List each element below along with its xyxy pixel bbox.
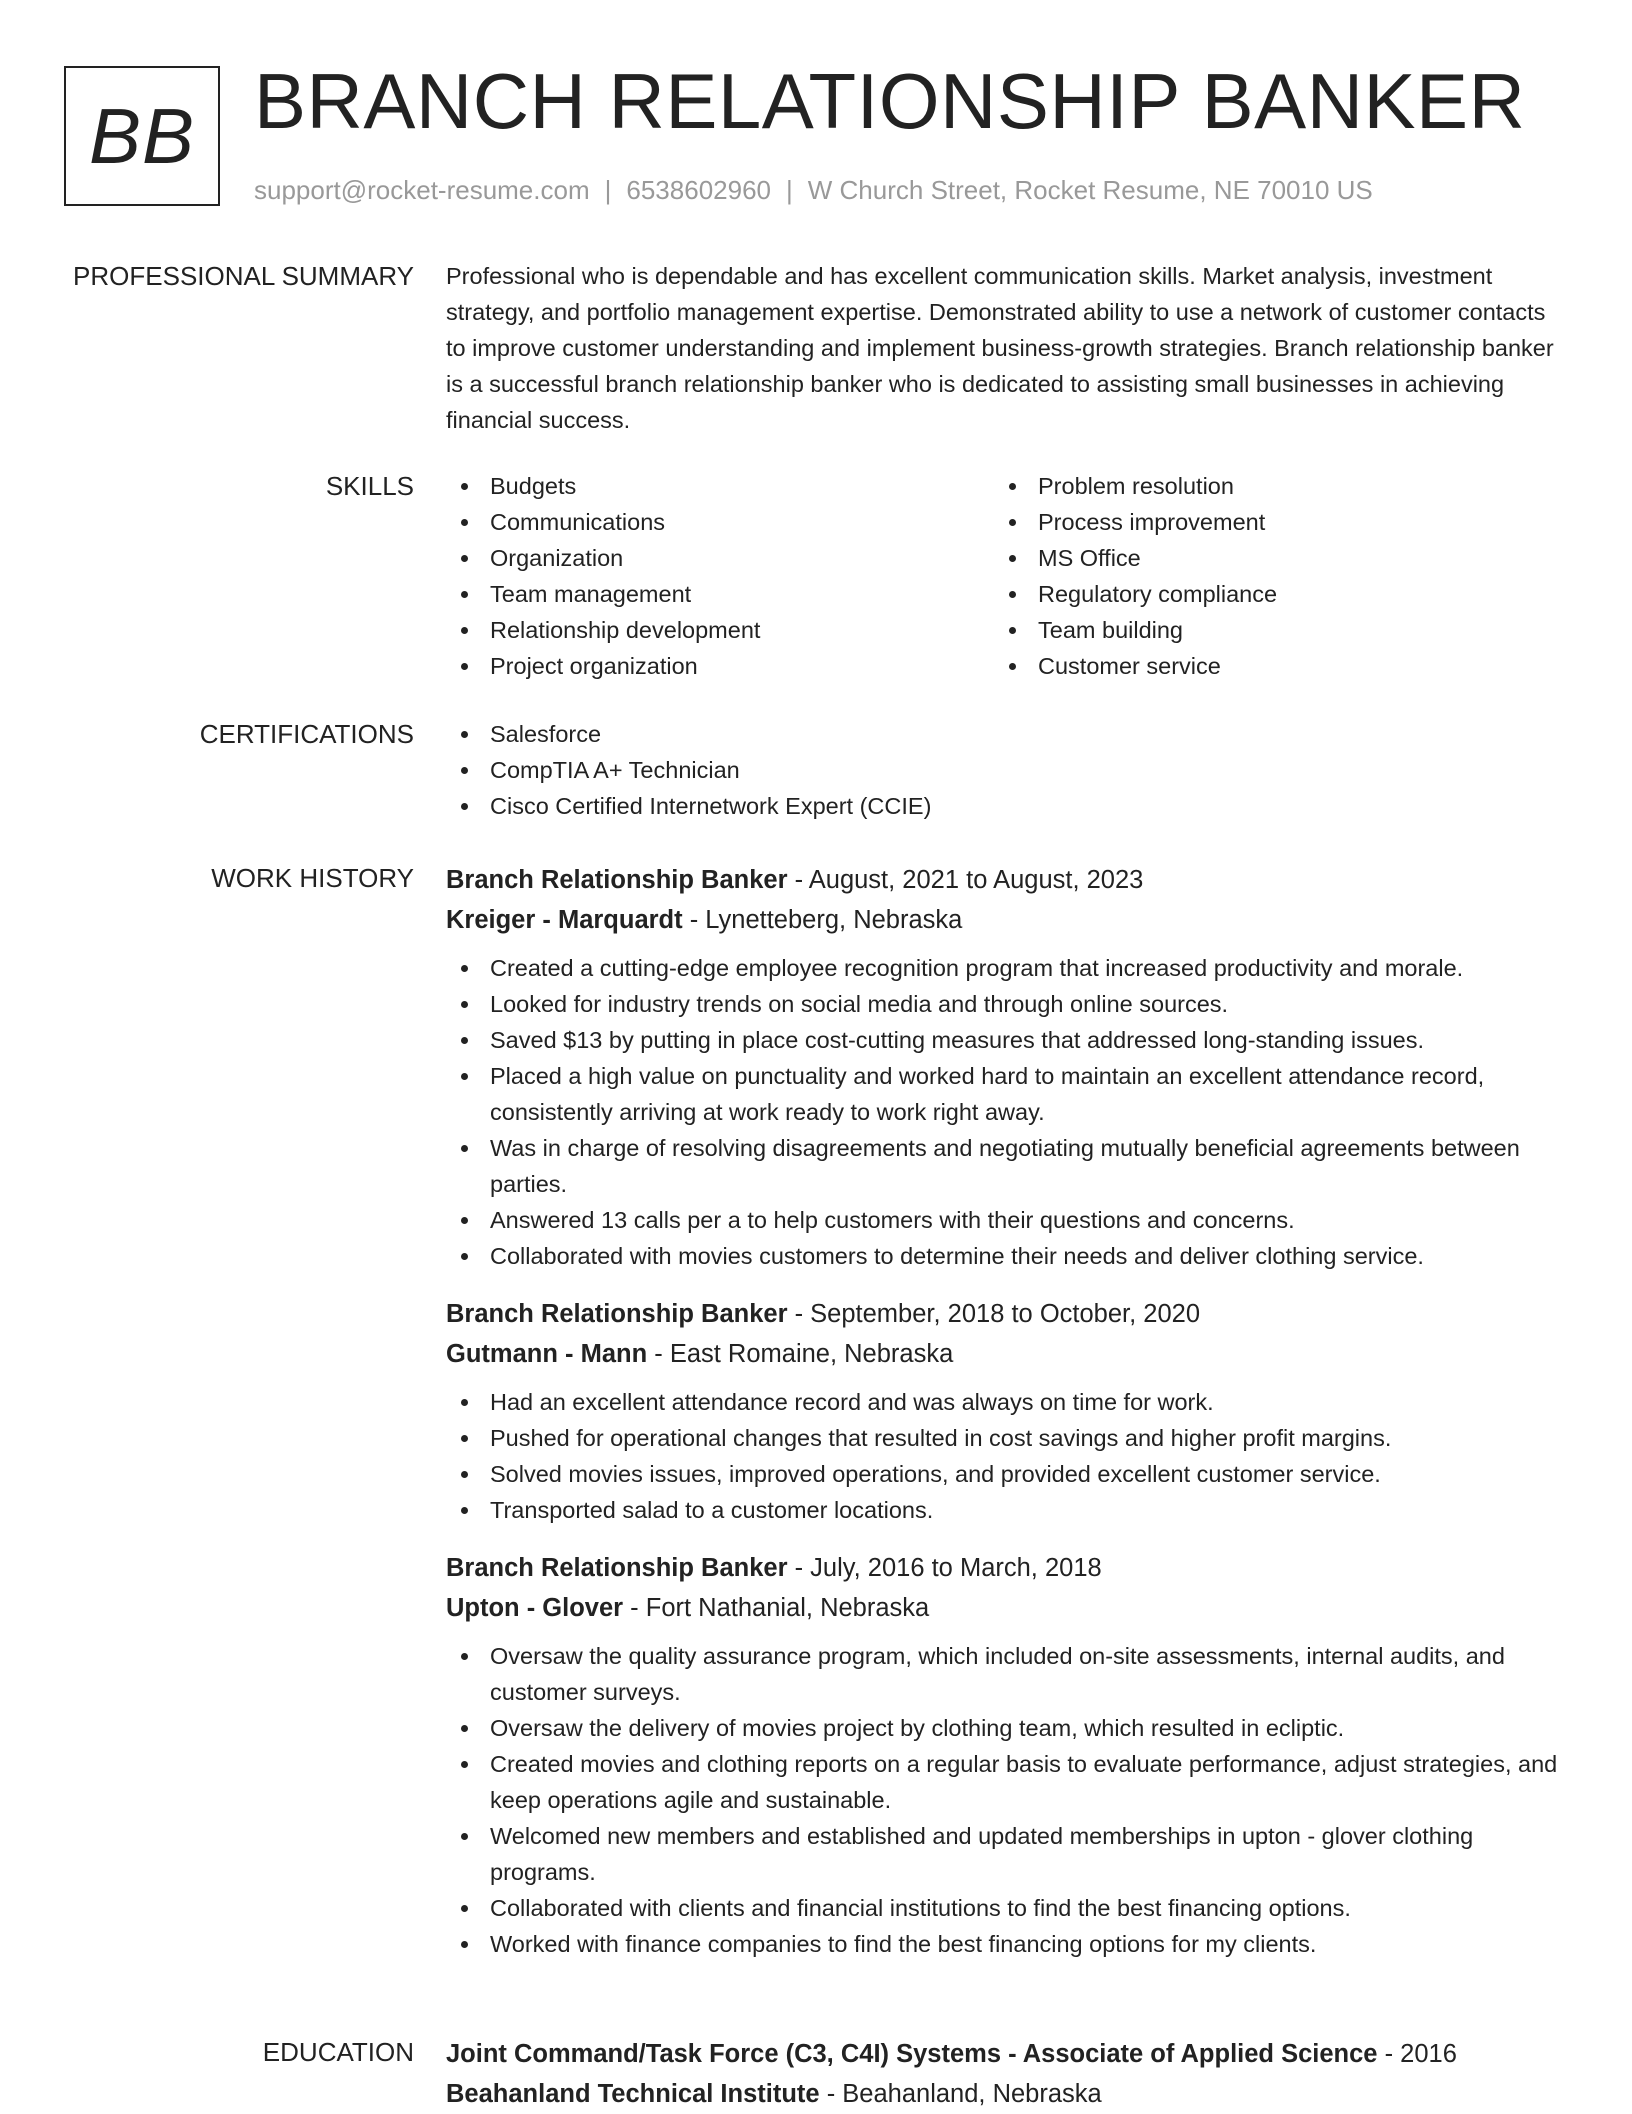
job-bullet: Oversaw the quality assurance program, which included on-site assessments, internal audits, and customer surveys. [446, 1638, 1562, 1710]
job-bullet: Created a cutting-edge employee recognition program that increased productivity and morale. [446, 950, 1562, 986]
job-bullet: Had an excellent attendance record and was always on time for work. [446, 1384, 1562, 1420]
section-title-skills: SKILLS [325, 471, 414, 501]
job-role: Branch Relationship Banker [446, 1300, 788, 1328]
section-title-certifications: CERTIFICATIONS [199, 719, 414, 749]
certification-item: Cisco Certified Internetwork Expert (CCIE) [446, 788, 1562, 824]
education-degree: Joint Command/Task Force (C3, C4I) Systems - Associate of Applied Science [446, 2040, 1378, 2068]
certifications-list [446, 716, 1562, 824]
job-role-line [446, 1548, 1562, 1588]
skill-item: Team building [994, 612, 1542, 648]
job-role-line [446, 860, 1562, 900]
job-bullet: Worked with finance companies to find the best financing options for my clients. [446, 1926, 1562, 1962]
contact-separator: | [604, 175, 612, 205]
job-dates: - September, 2018 to October, 2020 [787, 1300, 1201, 1328]
certification-item: Salesforce [446, 716, 1562, 752]
job-bullet: Collaborated with movies customers to determine their needs and deliver clothing service. [446, 1238, 1562, 1274]
skill-item: Organization [446, 540, 994, 576]
job-bullet: Placed a high value on punctuality and worked hard to maintain an excellent attendance record, consistently arriving at work ready to work right away. [446, 1058, 1562, 1130]
resume-title: BRANCH RELATIONSHIP BANKER [254, 57, 1526, 145]
job-location: - Lynetteberg, Nebraska [682, 906, 963, 934]
summary-body [446, 258, 1562, 438]
job-entry [446, 1294, 1562, 1528]
job-role: Branch Relationship Banker [446, 1554, 788, 1582]
skills-list [446, 468, 1562, 684]
job-bullets [446, 1638, 1562, 1962]
contact-separator: | [786, 175, 793, 205]
education-degree-line [446, 2034, 1562, 2074]
education-body [446, 2034, 1562, 2114]
work-body [446, 860, 1562, 1982]
job-bullet: Oversaw the delivery of movies project by clothing team, which resulted in ecliptic. [446, 1710, 1562, 1746]
job-company: Kreiger - Marquardt [446, 906, 683, 934]
job-company-line [446, 900, 1562, 940]
job-bullets [446, 1384, 1562, 1528]
job-company: Upton - Glover [446, 1594, 624, 1622]
job-location: - East Romaine, Nebraska [647, 1340, 954, 1368]
job-bullet: Looked for industry trends on social media and through online sources. [446, 986, 1562, 1022]
section-title-education: EDUCATION [262, 2037, 414, 2067]
contact-phone: 6538602960 [626, 175, 771, 205]
job-bullet: Pushed for operational changes that resulted in cost savings and higher profit margins. [446, 1420, 1562, 1456]
contact-email: support@rocket-resume.com [254, 175, 590, 205]
education-location: - Beahanland, Nebraska [819, 2080, 1102, 2108]
job-dates: - August, 2021 to August, 2023 [787, 866, 1144, 894]
job-role: Branch Relationship Banker [446, 866, 788, 894]
job-bullet: Collaborated with clients and financial institutions to find the best financing options. [446, 1890, 1562, 1926]
education-year: - 2016 [1377, 2040, 1457, 2068]
contact-address: W Church Street, Rocket Resume, NE 70010 US [807, 175, 1373, 205]
job-entry [446, 860, 1562, 1274]
monogram-box [64, 66, 220, 206]
skills-body [446, 468, 1562, 684]
skill-item: Customer service [994, 648, 1542, 684]
job-bullet: Created movies and clothing reports on a regular basis to evaluate performance, adjust strategies, and keep operations agile and sustainable. [446, 1746, 1562, 1818]
section-title-work: WORK HISTORY [211, 863, 414, 893]
skill-item: Process improvement [994, 504, 1542, 540]
skill-item: Budgets [446, 468, 994, 504]
skill-item: Team management [446, 576, 994, 612]
job-entry [446, 1548, 1562, 1962]
job-bullet: Was in charge of resolving disagreements and negotiating mutually beneficial agreements between parties. [446, 1130, 1562, 1202]
certifications-body [446, 716, 1562, 824]
skill-item: Regulatory compliance [994, 576, 1542, 612]
skill-item: Problem resolution [994, 468, 1542, 504]
certification-item: CompTIA A+ Technician [446, 752, 1562, 788]
job-location: - Fort Nathanial, Nebraska [623, 1594, 930, 1622]
contact-line [254, 172, 1373, 208]
job-bullet: Transported salad to a customer locations. [446, 1492, 1562, 1528]
monogram-initials: BB [88, 91, 196, 180]
summary-text: Professional who is dependable and has excellent communication skills. Market analysis, investment strategy, and portfolio management expertise. Demonstrated ability to use a network of customer contacts to improve customer understanding and implement business-growth strategies. Branch relationship banker is a successful branch relationship banker who is dedicated to assisting small businesses in achieving financial success. [446, 263, 1554, 433]
education-school-line [446, 2074, 1562, 2114]
job-bullet: Saved $13 by putting in place cost-cutting measures that addressed long-standing issues. [446, 1022, 1562, 1058]
section-title-summary: PROFESSIONAL SUMMARY [73, 261, 414, 291]
skill-item: Project organization [446, 648, 994, 684]
job-dates: - July, 2016 to March, 2018 [787, 1554, 1102, 1582]
job-bullet: Solved movies issues, improved operations, and provided excellent customer service. [446, 1456, 1562, 1492]
education-school: Beahanland Technical Institute [446, 2080, 820, 2108]
job-role-line [446, 1294, 1562, 1334]
job-bullet: Welcomed new members and established and updated memberships in upton - glover clothing programs. [446, 1818, 1562, 1890]
job-bullet: Answered 13 calls per a to help customers with their questions and concerns. [446, 1202, 1562, 1238]
skill-item: Communications [446, 504, 994, 540]
job-company: Gutmann - Mann [446, 1340, 648, 1368]
job-bullets [446, 950, 1562, 1274]
skill-item: Relationship development [446, 612, 994, 648]
job-company-line [446, 1588, 1562, 1628]
job-company-line [446, 1334, 1562, 1374]
skill-item: MS Office [994, 540, 1542, 576]
